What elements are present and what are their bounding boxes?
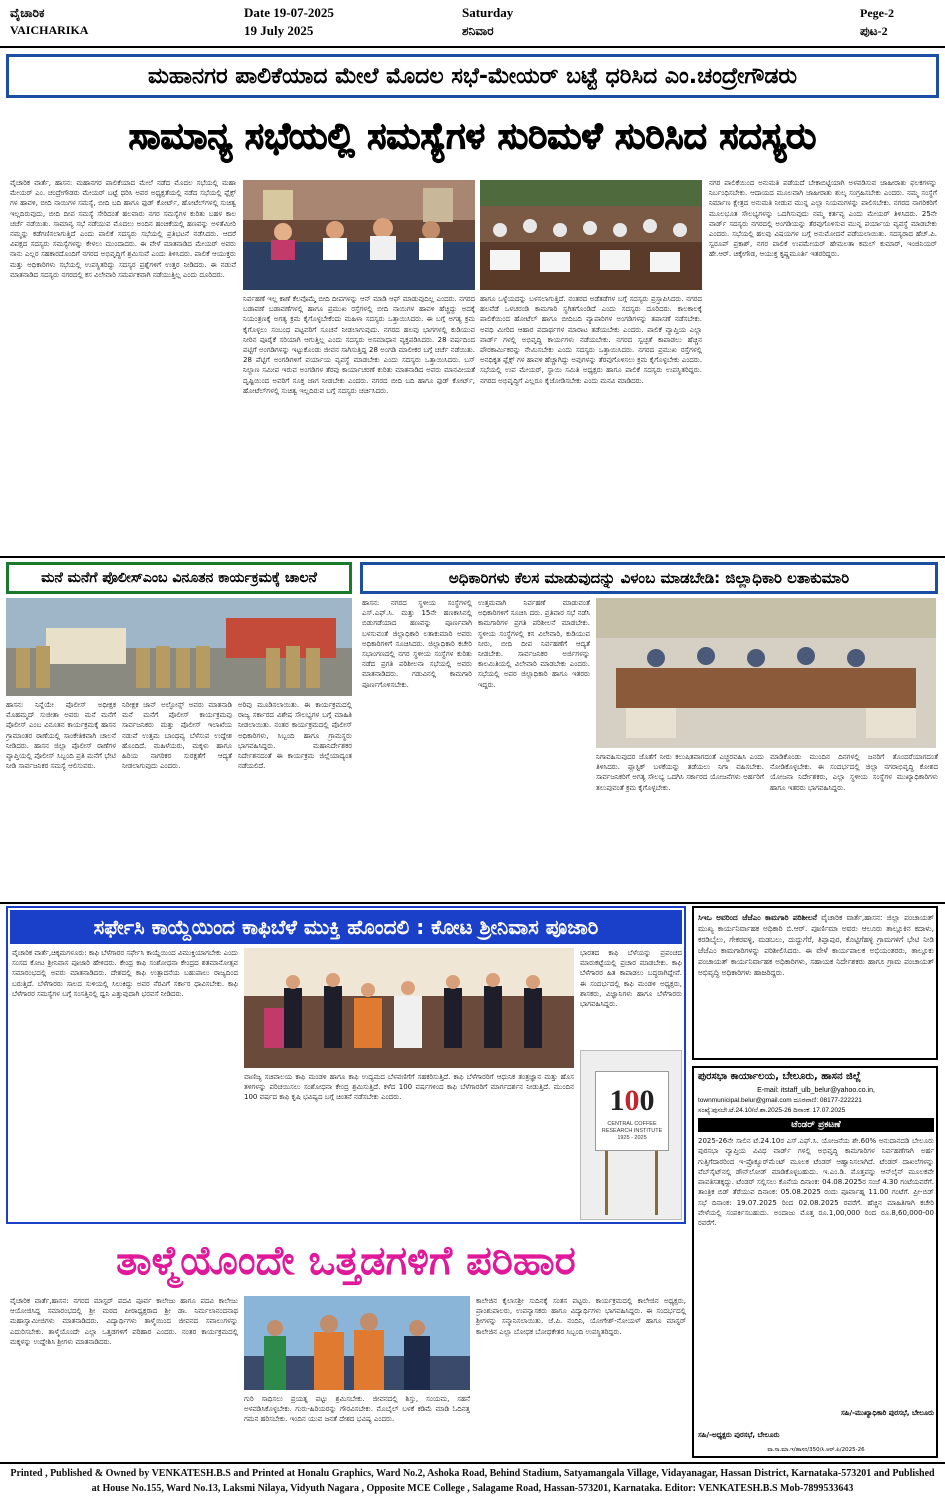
logo-years: 1925 - 2025 xyxy=(617,1135,647,1141)
footer-rule xyxy=(0,1462,945,1464)
paper-name-kn: ವೈಚಾರಿಕ xyxy=(10,6,45,20)
section-divider xyxy=(0,556,945,558)
patience-column-2: ಗುರಿ ಸಾಧಿಸಲು ಪ್ರಯತ್ನ ಪಟ್ಟು ಶ್ರಮಿಸಬೇಕು. ಜೀವನದಲ್ಲಿ ಶಿಸ್ತು, ಸಂಯಮ, ಸಹನೆ ಅಳವಡಿಸಿಕೊಳ್ಳಬೇಕು. ಗುರು-ಹಿರಿಯರನ್ನು ಗೌರವಿಸಬೇಕು. ಮೊಬೈಲ್ ಬಳಕೆ ಕಡಿಮೆ ಮಾಡಿ ಓದಿನತ್ತ ಗಮನ ಹರಿಸಬೇಕು. ಇಂದಿನ ಯುವ ಜನತೆ ದೇಶದ ಭವಿಷ್ಯ ಎಂದರು. xyxy=(244,1395,470,1424)
coffee-institute-logo xyxy=(580,1050,682,1220)
police-column-1: ಹಾಸನ: ನಿನ್ನೆಯೇ ಪೊಲೀಸ್ ಅಧೀಕ್ಷಕ ಮೊಹಮ್ಮದ್ ಸುಜೀತಾ ಅವರು ಮನೆ ಮನೆಗೆ ಪೊಲೀಸ್ ಎಂಬ ವಿನೂತನ ಕಾರ್ಯಕ್ರಮಕ್ಕೆ ಹಾಸನ ಗ್ರಾಮಾಂತರ ಠಾಣೆಯಲ್ಲಿ ಸಾಂಕೇತಿಕವಾಗಿ ಚಾಲನೆ ನೀಡಿದರು. ಹಾಸನ ಜಿಲ್ಲಾ ಪೊಲೀಸ್ ಠಾಣೆಗಳ ವ್ಯಾಪ್ತಿಯಲ್ಲಿ ಪೊಲೀಸ್ ಸಿಬ್ಬಂದಿ ಪ್ರತಿ ಮನೆಗೆ ಭೇಟಿ ನೀಡಿ ಸಾರ್ವಜನಿಕರ ಸಮಸ್ಯೆ ಆಲಿಸುವರು. xyxy=(6,701,116,771)
police-column-2: ನಿರೀಕ್ಷಕ ಜಾನ್ ಅಲ್ಫೋನ್ಸ್ ಅವರು ಮಾತನಾಡಿ ಮನೆ ಮನೆಗೆ ಪೊಲೀಸ್ ಕಾರ್ಯಕ್ರಮವು ಸಾರ್ವಜನಿಕರು ಮತ್ತು ಪೊಲೀಸ್ ಇಲಾಖೆಯ ನಡುವೆ ಉತ್ತಮ ಬಾಂಧವ್ಯ ಬೆಳೆಸುವ ಉದ್ದೇಶ ಹೊಂದಿದೆ. ಮಹಿಳೆಯರು, ಮಕ್ಕಳು ಹಾಗೂ ಹಿರಿಯ ನಾಗರಿಕರ ಸುರಕ್ಷತೆಗೆ ಆದ್ಯತೆ ನೀಡಲಾಗುವುದು ಎಂದರು. xyxy=(122,701,232,771)
tender-code: ವಾ.ಸಾ.ಮಾ.ಇ/ಹಾಸನ/350/ಸಿ.ಆರ್.ಪಿ/2025-26 xyxy=(767,1447,865,1453)
tender-signature-2: ಸಹಿ/-ಅಧ್ಯಕ್ಷರು ಪುರಸಭೆ, ಬೇಲೂರು xyxy=(698,1431,780,1439)
police-headline: ಮನೆ ಮನೆಗೆ ಪೊಲೀಸ್‌ಎಂಬ ವಿನೂತನ ಕಾರ್ಯಕ್ರಮಕ್ಕೆ ಚಾಲನೆ xyxy=(6,562,352,594)
dc-column-3: ನಿಗಾವಹಿಸುವುದರ ಜೊತೆಗೆ ನೀರು ಕಲುಷಿತವಾಗದಂತೆ ಎಚ್ಚರವಹಿಸಿ ಎಂದು ತಿಳಿಸಿದರು. ಪ್ಲಾಸ್ಟಿಕ್ ಬಳಕೆಯನ್ನು ತಡೆಯಲು ನಿಗಾ ವಹಿಸಬೇಕು. ಸಾರ್ವಜನಿಕರಿಗೆ ಅಗತ್ಯ ಸೌಲಭ್ಯ ಒದಗಿಸಿ ಸರ್ಕಾರದ ಯೋಜನೆಗಳು ಅರ್ಹರಿಗೆ ತಲುಪುವಂತೆ ಕ್ರಮ ಕೈಗೊಳ್ಳಬೇಕು. xyxy=(596,753,764,792)
lead-column-2: ನಿರ್ವಹಣೆ ಇಲ್ಲ ಕಾಣೆ ಕೆಲವೊಮ್ಮೆ ಬೀದಿ ದೀಪಗಳನ್ನು ಆನ್ ಮಾಡಿ ಆಫ್ ಮಾಡುವುದಿಲ್ಲ ಎಂದರು. ನಗರದ ಬಡಾವಣೆ ಬಡಾವಣೆಗಳಲ್ಲಿ ಹಾಗೂ ಪ್ರಮುಖ ರಸ್ತೆಗಳಲ್ಲಿ ಬೀದಿ ನಾಯಿಗಳ ಹಾವಳಿ ಹೆಚ್ಚಿದ್ದು ಅದಕ್ಕೆ ನಿಯಂತ್ರಣಕ್ಕೆ ಅಗತ್ಯ ಕ್ರಮ ಕೈಗೊಳ್ಳಬೇಕೆಂದು ಮಹಿಳಾ ಸದಸ್ಯರು ಒತ್ತಾಯಿಸಿದರು. ಈ ಬಗ್ಗೆ ಅಗತ್ಯ ಕ್ರಮ ಕೈಗೊಳ್ಳಲು ಸಂಬಂಧ ಪಟ್ಟವರಿಗೆ ಸೂಚನೆ ನೀಡಲಾಗುವುದು. ನಗರದ ಹಲವು ಭಾಗಗಳಲ್ಲಿ ಕುಡಿಯುವ ನೀರಿನ ಪೂರೈಕೆ ಸರಿಯಾಗಿ ಆಗುತ್ತಿಲ್ಲ ಎಂದು ಸದಸ್ಯರು ಅಸಮಾಧಾನ ವ್ಯಕ್ತಪಡಿಸಿದರು. 28 ವರ್ಷದಿಂದ ಪಟ್ಟಿಗೆ ಅಂಗಡಿಗಳನ್ನು ಇಟ್ಟುಕೊಂಡು ಜೀವನ ಸಾಗಿಸುತ್ತಿದ್ದ 28 ಅಂಗಡಿ ಮಾಲೀಕರ ಬಗ್ಗೆ ಚರ್ಚೆ ನಡೆಯಿತು. 28 ಪೆಟ್ಟಿಗೆ ಅಂಗಡಿಗಳಿಗೆ ಪರ್ಯಾಯ ವ್ಯವಸ್ಥೆ ಮಾಡಬೇಕು ಎಂದು ಸದಸ್ಯರು ಒತ್ತಾಯಿಸಿದರು. ಬಸ್ ನಿಲ್ದಾಣ ಸಮೀಪ ಇರುವ ಅಂಗಡಿಗಳ ತೆರವು ಕಾರ್ಯಾಚರಣೆ ಕುರಿತು ಮಾತನಾಡಿದ ಅವರು ಮಾನವೀಯತೆ ದೃಷ್ಟಿಯಿಂದ ಅವರಿಗೆ ಸೂಕ್ತ ಜಾಗ ನೀಡಬೇಕು ಎಂದರು. ನಗರದ ಬೀದಿ ಬದಿ ಹಾಗೂ ಫುಡ್ ಕೋರ್ಟ್, ಹೋಟೆಲ್‌ಗಳಲ್ಲಿ ಸುಚಿತ್ವ ಇಲ್ಲದಿರುವ ಬಗ್ಗೆ ಸದಸ್ಯರು ಚರ್ಚಿಸಿದರು. xyxy=(243,295,475,395)
tender-reference: ಸಂಖ್ಯೆ:ಪುಸಬೇ.ಟೆ.24.10/ಲೆ.ಶಾ.2025-26 ದಿನಾಂಕ: 17.07.2025 xyxy=(698,1107,846,1114)
date-line-2: 19 July 2025 xyxy=(244,23,314,38)
police-photo xyxy=(6,598,352,696)
jjm-title: ಸಿಇಒ ಅವರಿಂದ ಜೆಜೆಎಂ ಕಾಮಗಾರಿ ಪರಿಶೀಲನೆ xyxy=(698,913,817,922)
lead-column-4: ನಗರ ಪಾಲಿಕೆಯಿಂದ ಅನುಮತಿ ಪಡೆಯದೆ ಬೇಕಾಬಿಟ್ಟಿಯಾಗಿ ಅಳವಡಿಸುವ ಜಾಹೀರಾತು ಫಲಕಗಳನ್ನು ನಿರ್ಬಂಧಿಸಬೇಕು. ಆದಾಯದ ಮೂಲವಾಗಿ ಜಾಹೀರಾತು ಶುಲ್ಕ ಸಂಗ್ರಹಿಸಬೇಕು ಎಂದರು. ನಮ್ಮ ಸಂಸ್ಥೆಗೆ ನಿರ್ಮಾಣ ಕ್ಷೇತ್ರದ ಅನುಮತಿ ನೀಡುವ ಮುನ್ನ ಎಲ್ಲಾ ನಿಯಮಗಳನ್ನು ಪಾಲಿಸಬೇಕು. ನಗರದ ನಾಗರಿಕರಿಗೆ ಮೂಲಭೂತ ಸೌಲಭ್ಯಗಳನ್ನು ಒದಗಿಸುವುದು ನಮ್ಮ ಕರ್ತವ್ಯ ಎಂದು ಮೇಯರ್ ತಿಳಿಸಿದರು. 25ನೇ ವಾರ್ಡ್ ಸದಸ್ಯರು ನಗರದಲ್ಲಿ ಅಂಗಡಿಯನ್ನು ತೆರವುಗೊಳಿಸುವ ಮುನ್ನ ಪರ್ಯಾಯ ವ್ಯವಸ್ಥೆ ಮಾಡಬೇಕು ಎಂದರು. ಸಭೆಯಲ್ಲಿ ಹಲವು ವಿಷಯಗಳ ಬಗ್ಗೆ ಅನುಮೋದನೆ ಪಡೆಯಲಾಯಿತು. ಸದಸ್ಯರಾದ ಹೆಚ್.ಪಿ. ಸ್ವರೂಪ್ ಪ್ರಕಾಶ್, ನಗರ ಪಾಲಿಕೆ ಉಪಮೇಯರ್ ಹೇಮಲತಾ ಕಮಲ್ ಕುಮಾರ್, ಇಂಜಿನಿಯರ್ ಹೇ.ಆರ್. ಚಿಕ್ಕೇಗೌಡ, ಆಯುಕ್ತ ಕೃಷ್ಣಮೂರ್ತಿ ಇತರರಿದ್ದರು. xyxy=(709,179,937,259)
page-number-kn: ಪುಟ-2 xyxy=(860,24,888,38)
page-number: Pege-2 xyxy=(860,6,894,20)
masthead xyxy=(0,0,945,48)
council-meeting-photo-1 xyxy=(243,180,475,290)
logo-line-1: CENTRAL COFFEE xyxy=(607,1121,657,1127)
coffee-column-1: ವೈಚಾರಿಕ ವಾರ್ತೆ,ಚಿಕ್ಕಮಗಳೂರು: ಕಾಫಿ ಬೆಳೆಗಾರರ ಸರ್ಫೇಸಿ ಕಾಯ್ದೆಯಿಂದ ವಿಮುಕ್ತಿಯಾಗಬೇಕು ಎಂದು ಸಂಸದ ಕೋಟ ಶ್ರೀನಿವಾಸ ಪೂಜಾರಿ ಹೇಳಿದರು. ಕೇಂದ್ರ ಕಾಫಿ ಸಂಶೋಧನಾ ಕೇಂದ್ರದ ಶತಮಾನೋತ್ಸವ ಸಮಾರಂಭದಲ್ಲಿ ಅವರು ಮಾತನಾಡಿದರು. ದೇಶದಲ್ಲಿ ಕಾಫಿ ಉತ್ಪಾದನೆಯ ಬಹುಪಾಲು ರಾಜ್ಯದಿಂದ ಬರುತ್ತಿದೆ. ಬೆಳೆಗಾರರು ಸಾಲದ ಸುಳಿಯಲ್ಲಿ ಸಿಲುಕಿದ್ದು ಅವರ ನೆರವಿಗೆ ಸರ್ಕಾರ ಧಾವಿಸಬೇಕು. ಕಾಫಿ ಬೆಳೆಗಾರರ ಸಮಸ್ಯೆಗಳ ಬಗ್ಗೆ ಸಂಸತ್ತಿನಲ್ಲಿ ಧ್ವನಿ ಎತ್ತುವುದಾಗಿ ಭರವಸೆ ನೀಡಿದರು. xyxy=(12,949,238,998)
tender-title: ಟೆಂಡರ್ ಪ್ರಕಟಣೆ xyxy=(698,1118,934,1132)
tender-body: 2025-26ನೇ ಸಾಲಿನ ಟೆ.24.10ರ ಎಸ್.ಎಫ್.ಸಿ. ಯೋಜನೆಯ ಶೇ.60% ಅನುದಾನದಡಿ ಬೇಲೂರು ಪುರಸಭಾ ವ್ಯಾಪ್ತಿಯ ವಿವಿಧ ವಾರ್ಡ್ ಗಳಲ್ಲಿ ಅಭಿವೃದ್ಧಿ ಕಾಮಗಾರಿಗಳ ನಿರ್ವಹಣೆಗಾಗಿ ಅರ್ಹ ಗುತ್ತಿಗೆದಾರರಿಂದ ಇ-ಪ್ರೊಕ್ಯೂರ್‌ಮೆಂಟ್ ಮೂಲಕ ಟೆಂಡರ್ ಆಹ್ವಾನಿಸಲಾಗಿದೆ. ಟೆಂಡರ್ ದಾಖಲೆಗಳನ್ನು ವೆಬ್‌ಸೈಟ್‌ನಲ್ಲಿ ಡೌನ್‌ಲೋಡ್ ಮಾಡಿಕೊಳ್ಳಬಹುದು. ಇ.ಎಂ.ಡಿ. ಮೊತ್ತವನ್ನು ಆನ್‌ಲೈನ್ ಮೂಲಕವೇ ಪಾವತಿಸತಕ್ಕದ್ದು. ಟೆಂಡರ್ ಸಲ್ಲಿಸಲು ಕೊನೆಯ ದಿನಾಂಕ: 04.08.2025ರ ಸಂಜೆ 4.30 ಗಂಟೆಯವರೆಗೆ. ತಾಂತ್ರಿಕ ಬಿಡ್ ತೆರೆಯುವ ದಿನಾಂಕ: 05.08.2025 ರಂದು ಪೂರ್ವಾಹ್ನ 11.00 ಗಂಟೆಗೆ. ಪ್ರೀ-ಬಿಡ್ ಸಭೆ ದಿನಾಂಕ: 19.07.2025 ರಿಂದ 02.08.2025 ರವರೆಗೆ. ಹೆಚ್ಚಿನ ಮಾಹಿತಿಗಾಗಿ ಕಚೇರಿ ವೇಳೆಯಲ್ಲಿ ಸಂಪರ್ಕಿಸಬಹುದು. ಅಂದಾಜು ಮೊತ್ತ ರೂ.1,00,000 ರಿಂದ ರೂ.8,60,000-00 ರವರೆಗೆ. xyxy=(698,1137,934,1228)
lead-kicker: ಮಹಾನಗರ ಪಾಲಿಕೆಯಾದ ಮೇಲೆ ಮೊದಲ ಸಭೆ-ಮೇಯರ್ ಬಟ್ಟೆ ಧರಿಸಿದ ಎಂ.ಚಂದ್ರೇಗೌಡರು xyxy=(6,54,939,98)
patience-column-3: ಕಾಲೇಜಿನ ಕೈಲಾಸಶ್ರೀ ಸುದಿನಕ್ಕೆ ಸಂತಸ ಪಟ್ಟರು. ಕಾರ್ಯಕ್ರಮದಲ್ಲಿ ಕಾಲೇಜಿನ ಅಧ್ಯಕ್ಷರು, ಪ್ರಾಂಶುಪಾಲರು, ಉಪನ್ಯಾಸಕರು ಹಾಗೂ ವಿದ್ಯಾರ್ಥಿಗಳು ಭಾಗವಹಿಸಿದ್ದರು. ಈ ಸಂದರ್ಭದಲ್ಲಿ ಶ್ರೀಗಳನ್ನು ಸನ್ಮಾನಿಸಲಾಯಿತು. ಜೆ.ಪಿ. ನಂದಿನಿ, ಯೋಗೇಶ್-ನೋಯಳ್ ಹಾಗೂ ಮಾಸ್ಟರ್ ಕಾಲೇಜಿನ ಎಲ್ಲಾ ಬೋಧಕ ಬೋಧಕೇತರ ಸಿಬ್ಬಂದಿ ಉಪಸ್ಥಿತರಿದ್ದರು. xyxy=(476,1297,686,1336)
lead-column-3: ಹಾಗೂ ಒಳ್ಳೆಯದನ್ನು ಬಳಸಲಾಗುತ್ತಿದೆ. ನಂತರದ ಅಡೆತಡೆಗಳ ಬಗ್ಗೆ ಸದಸ್ಯರು ಪ್ರಸ್ತಾಪಿಸಿದರು. ನಗರದ ಹಲವೆಡೆ ಒಳಚರಂಡಿ ಕಾಮಗಾರಿ ಸ್ಥಗಿತಗೊಂಡಿದೆ ಎಂದು ಸದಸ್ಯರು ದೂರಿದರು. ಕಾಲಕಾಲಕ್ಕೆ ಪಾಲಿಕೆಯಿಂದ ಹೋಟೆಲ್ ಹಾಗೂ ಬೀದಿಬದಿ ವ್ಯಾಪಾರಿಗಳ ಅಂಗಡಿಗಳನ್ನು ತಪಾಸಣೆ ನಡೆಸಬೇಕು. ಅವಧಿ ಮೀರಿದ ಆಹಾರ ಪದಾರ್ಥಗಳ ಮಾರಾಟ ತಡೆಯಬೇಕು ಎಂದರು. ಪಾಲಿಕೆ ವ್ಯಾಪ್ತಿಯ ಎಲ್ಲಾ ವಾರ್ಡ್ ಗಳಲ್ಲಿ ಅಭಿವೃದ್ಧಿ ಕಾರ್ಯಗಳು ನಡೆಯಬೇಕು. ನಗರದ ಸ್ವಚ್ಛತೆ ಕಾಪಾಡಲು ಹೆಚ್ಚಿನ ಪೌರಕಾರ್ಮಿಕರನ್ನು ನೇಮಿಸಬೇಕು ಎಂದು ಸದಸ್ಯರು ಒತ್ತಾಯಿಸಿದರು. ನಗರದ ಪ್ರಮುಖ ರಸ್ತೆಗಳಲ್ಲಿ ಅನಧಿಕೃತ ಫ್ಲೆಕ್ಸ್ ಗಳ ಹಾವಳಿ ಹೆಚ್ಚಾಗಿದ್ದು ಅವುಗಳನ್ನು ತೆರವುಗೊಳಿಸಲು ಕ್ರಮ ಕೈಗೊಳ್ಳಬೇಕು ಎಂದರು. ಸಭೆಯಲ್ಲಿ ಉಪ ಮೇಯರ್, ಸ್ಥಾಯಿ ಸಮಿತಿ ಅಧ್ಯಕ್ಷರು ಹಾಗೂ ಪಾಲಿಕೆ ಸದಸ್ಯರು ಉಪಸ್ಥಿತರಿದ್ದರು. ನಗರದ ಅಭಿವೃದ್ಧಿಗೆ ಎಲ್ಲರೂ ಕೈಜೋಡಿಸಬೇಕು ಎಂದು ಮನವಿ ಮಾಡಿದರು. xyxy=(480,295,702,385)
patience-headline: ತಾಳ್ಮೆಯೊಂದೇ ಒತ್ತಡಗಳಿಗೆ ಪರಿಹಾರ xyxy=(116,1238,576,1284)
patience-event-photo xyxy=(244,1296,470,1390)
section-divider-2 xyxy=(0,902,945,904)
weekday-kn: ಶನಿವಾರ xyxy=(462,24,494,38)
lead-headline: ಸಾಮಾನ್ಯ ಸಭೆಯಲ್ಲಿ ಸಮಸ್ಯೆಗಳ ಸುರಿಮಳೆ ಸುರಿಸಿದ ಸದಸ್ಯರು xyxy=(128,116,817,157)
weekday: Saturday xyxy=(462,5,514,20)
logo-digit-2: 0 xyxy=(624,1084,640,1117)
coffee-column-3: ಭಾರತದ ಕಾಫಿ ಬೆಳೆಯನ್ನು ಪ್ರಪಂಚದ ಮಾರುಕಟ್ಟೆಯಲ್ಲಿ ಪ್ರಚಾರ ಮಾಡಬೇಕು. ಕಾಫಿ ಬೆಳೆಗಾರರ ಹಿತ ಕಾಪಾಡಲು ಬದ್ಧರಾಗಿದ್ದೇವೆ. ಈ ಸಂದರ್ಭದಲ್ಲಿ ಕಾಫಿ ಮಂಡಳಿ ಅಧ್ಯಕ್ಷರು, ಶಾಸಕರು, ವಿಜ್ಞಾನಿಗಳು ಹಾಗೂ ಬೆಳೆಗಾರರು ಭಾಗವಹಿಸಿದ್ದರು. xyxy=(580,949,682,1009)
tender-office: ಪುರಸಭಾ ಕಾರ್ಯಾಲಯ, ಬೇಲೂರು, ಹಾಸನ ಜಿಲ್ಲೆ xyxy=(698,1071,861,1082)
jjm-body: ವೈಚಾರಿಕ ವಾರ್ತೆ,ಹಾಸನ: ಜಿಲ್ಲಾ ಪಂಚಾಯತ್ ಮುಖ್ಯ ಕಾರ್ಯನಿರ್ವಾಹಕ ಅಧಿಕಾರಿ ಬಿ.ಆರ್. ಪೂರ್ಣಿಮಾ ಅವರು ಆಲೂರು ತಾಲ್ಲೂಕಿನ ಕದಾಳು, ಕರಡಿಬೈಲು, ಗೇಕರವಳ್ಳಿ, ಮಡಬಲು, ದುದ್ದುಗೆರೆ, ತಿಪ್ಪಾಪುರ, ಕೊಟ್ಟಿಗೆಹಳ್ಳಿ ಗ್ರಾಮಗಳಿಗೆ ಭೇಟಿ ನೀಡಿ ಜೆಜೆಎಂ ಕಾಮಗಾರಿಗಳನ್ನು ಪರಿಶೀಲಿಸಿದರು. ಈ ವೇಳೆ ಕಾರ್ಯಪಾಲಕ ಅಭಿಯಂತರರು, ತಾಲ್ಲೂಕು ಪಂಚಾಯತ್ ಕಾರ್ಯನಿರ್ವಾಹಕ ಅಧಿಕಾರಿಗಳು, ಸಹಾಯಕ ನಿರ್ದೇಶಕರು ಹಾಗೂ ಗ್ರಾಮ ಪಂಚಾಯತ್ ಅಭಿವೃದ್ಧಿ ಅಧಿಕಾರಿಗಳು ಹಾಜರಿದ್ದರು. xyxy=(698,913,934,977)
police-column-3: ಅರಿವು ಮೂಡಿಸಲಾಯಿತು. ಈ ಕಾರ್ಯಕ್ರಮದಲ್ಲಿ ರಾಜ್ಯ ಸರ್ಕಾರದ ವಿಶೇಷ ಸೌಲಭ್ಯಗಳ ಬಗ್ಗೆ ಮಾಹಿತಿ ನೀಡಲಾಯಿತು. ನಂತರ ಕಾರ್ಯಕ್ರಮದಲ್ಲಿ ಪೊಲೀಸ್ ಅಧಿಕಾರಿಗಳು, ಸಿಬ್ಬಂದಿ ಹಾಗೂ ಗ್ರಾಮಸ್ಥರು ಭಾಗವಹಿಸಿದ್ದರು. ಮಹಾನಿರ್ದೇಶಕರ ನಿರ್ದೇಶನದಂತೆ ಈ ಕಾರ್ಯಕ್ರಮ ಜಿಲ್ಲೆಯಾದ್ಯಂತ ನಡೆಯಲಿದೆ. xyxy=(238,701,352,771)
imprint-line-1: Printed , Published & Owned by VENKATESH.B.S and Printed at Honalu Graphics, Ward No.2, Ashoka Road, Behind Stadium, Satyamangala Village, Vidayanagar, Hassan District, Karnataka-573201 and Published xyxy=(10,1468,935,1479)
coffee-event-photo xyxy=(244,948,574,1068)
date-line: Date 19-07-2025 xyxy=(244,5,334,20)
logo-digit-3: 0 xyxy=(639,1084,655,1117)
paper-name-en: VAICHARIKA xyxy=(10,23,89,37)
imprint-line-2: at House No.155, Ward No.13, Laksmi Nilaya, Vidyuth Nagara , Opposite MCE College , Salagame Road, Hassan-573201, Karnataka. Editor: VENKATESH.B.S Mob-7899533643 xyxy=(91,1483,854,1494)
jjm-box xyxy=(692,906,938,1060)
patience-column-1: ವೈಚಾರಿಕ ವಾರ್ತೆ,ಹಾಸನ: ನಗರದ ಮಾಸ್ಟರ್ ಪದವಿ ಪೂರ್ವ ಕಾಲೇಜು ಹಾಗೂ ಪದವಿ ಕಾಲೇಜು ಆಯೋಜಿಸಿದ್ದ ಸಮಾರಂಭದಲ್ಲಿ ಶ್ರೀ ಮಠದ ಪೀಠಾಧ್ಯಕ್ಷರಾದ ಶ್ರೀ ಡಾ. ನಿರ್ಮಲಾನಂದನಾಥ ಮಹಾಸ್ವಾಮೀಜಿಗಳು ಮಾತನಾಡಿದರು. ವಿದ್ಯಾರ್ಥಿಗಳು ತಾಳ್ಮೆಯಿಂದ ಜೀವನದ ಸವಾಲುಗಳನ್ನು ಎದುರಿಸಬೇಕು. ತಾಳ್ಮೆಯೊಂದೇ ಎಲ್ಲಾ ಒತ್ತಡಗಳಿಗೆ ಪರಿಹಾರ ಎಂದರು. ನಂತರ ಕಾರ್ಯಕ್ರಮದಲ್ಲಿ ಮಕ್ಕಳನ್ನು ಉದ್ದೇಶಿಸಿ ಶ್ರೀಗಳು ಮಾತನಾಡಿದರು. xyxy=(10,1297,238,1346)
dc-headline: ಅಧಿಕಾರಿಗಳು ಕೆಲಸ ಮಾಡುವುದನ್ನು ವಿಳಂಬ ಮಾಡಬೇಡಿ: ಜಿಲ್ಲಾಧಿಕಾರಿ ಲತಾಕುಮಾರಿ xyxy=(360,562,938,594)
lead-column-1: ವೈಚಾರಿಕ ವಾರ್ತೆ, ಹಾಸನ: ಮಹಾನಗರ ಪಾಲಿಕೆಯಾದ ಮೇಲೆ ನಡೆದ ಮೊದಲ ಸಭೆಯಲ್ಲಿ ಮಹಾ ಮೇಯರ್ ಎಂ. ಚಂದ್ರೇಗೌಡರು ಮೇಯರ್ ಬಟ್ಟೆ ಧರಿಸಿ ಅವರ ಅಧ್ಯಕ್ಷತೆಯಲ್ಲಿ ನಡೆದ ಸಭೆಯಲ್ಲಿ ಫ್ಲೆಕ್ಸ್ ಗಳ ಹಾವಳಿ, ಬೀದಿ ನಾಯಿಗಳ ಸಮಸ್ಯೆ, ಬೀದಿ ಬದಿ ಹಾಗೂ ಫುಡ್ ಕೋರ್ಟ್, ಹೋಟೆಲ್‌ಗಳಲ್ಲಿ ಸುಚಿತ್ವ ಇಲ್ಲದಿರುವುದು, ಬೀದಿ ದೀಪ ಸಮಸ್ಯೆ ಸೇರಿದಂತೆ ಹಲವಾರು ನಗರ ಸಮಸ್ಯೆಗಳ ಕುರಿತು ಬಹಳ ಕಾಲ ಚರ್ಚೆ ನಡೆಯಿತು. ಸಾಮಾನ್ಯ ಸಭೆ ನಡೆಯುವ ಮೊದಲು ಅಂದಿನ ಹಂಚಿಕೆಯಲ್ಲಿ ಹಣವನ್ನು ಅಳತೆಮೀರಿ ನಮ್ಮನ್ನು ಕಡೆಗಣಿಸಲಾಗುತ್ತಿದೆ ಎಂದು ಪಾಲಿಕೆ ಸದಸ್ಯರು ಸಭೆಯಲ್ಲಿ ಪ್ರತಿಭಟನೆ ನಡೆಸಿದರು. ಆದರೆ ವಿಪಕ್ಷದ ಸದಸ್ಯರು ಸಮಸ್ಯೆಗಳನ್ನು ಕೇಳಲು ಮುಂದಾದರು. ಈ ವೇಳೆ ಮಾತನಾಡಿದ ಮೇಯರ್ ಅವರು ನಾನು ಎಲ್ಲರ ಸಹಕಾರದೊಂದಿಗೆ ನಗರದ ಅಭಿವೃದ್ಧಿಗೆ ಶ್ರಮಿಸುವೆ ಎಂದು ತಿಳಿಸಿದರು. ಪಾಲಿಕೆ ಆಯುಕ್ತರು ಮತ್ತು ಅಧಿಕಾರಿಗಳು ಸಭೆಯಲ್ಲಿ ಉಪಸ್ಥಿತರಿದ್ದು ಸದಸ್ಯರ ಪ್ರಶ್ನೆಗಳಿಗೆ ಉತ್ತರ ನೀಡಿದರು. ಈ ನಡುವೆ ಮಾತನಾಡಿದ ಸದಸ್ಯರು ನಗರದಲ್ಲಿ ಕಸ ವಿಲೇವಾರಿ ಸಮರ್ಪಕವಾಗಿ ನಡೆಯುತ್ತಿಲ್ಲ ಎಂದು ದೂರಿದರು. xyxy=(10,179,236,279)
dc-column-2: ಉತ್ತಮವಾಗಿ ನಿರ್ವಹಣೆ ಮಾಡುವಂತೆ ಅಧಿಕಾರಿಗಳಿಗೆ ಸೂಚಿಸಿ ದರು. ಪ್ರತಿವಾರ ಸಭೆ ನಡೆಸಿ ಕಾಮಗಾರಿಗಳ ಪ್ರಗತಿ ಪರಿಶೀಲನೆ ಮಾಡಬೇಕು. ಸ್ಥಳೀಯ ಸಂಸ್ಥೆಗಳಲ್ಲಿ ಕಸ ವಿಲೇವಾರಿ, ಕುಡಿಯುವ ನೀರು, ಬೀದಿ ದೀಪ ನಿರ್ವಹಣೆಗೆ ಆದ್ಯತೆ ನೀಡಬೇಕು. ಸಾರ್ವಜನಿಕರ ಅರ್ಜಿಗಳನ್ನು ಕಾಲಮಿತಿಯಲ್ಲಿ ವಿಲೇವಾರಿ ಮಾಡಬೇಕು ಎಂದರು. ಸಭೆಯಲ್ಲಿ ಅಪರ ಜಿಲ್ಲಾಧಿಕಾರಿ ಹಾಗೂ ಇತರರು ಇದ್ದರು. xyxy=(478,599,590,689)
logo-digit-1: 1 xyxy=(609,1084,625,1117)
council-meeting-photo-2 xyxy=(480,180,702,290)
tender-notice xyxy=(692,1066,938,1458)
coffee-column-2: ವಾಣಿಜ್ಯ ಸಚಿವಾಲಯ ಕಾಫಿ ಮಂಡಳಿ ಹಾಗೂ ಕಾಫಿ ಉದ್ಯಮದ ಬೆಳವಣಿಗೆಗೆ ಸಹಕರಿಸುತ್ತಿದೆ. ಕಾಫಿ ಬೆಳೆಗಾರರಿಗೆ ಆಧುನಿಕ ತಂತ್ರಜ್ಞಾನ ಮತ್ತು ಹೊಸ ತಳಿಗಳನ್ನು ಪರಿಚಯಿಸಲು ಸಂಶೋಧನಾ ಕೇಂದ್ರ ಶ್ರಮಿಸುತ್ತಿದೆ. ಕಳೆದ 100 ವರ್ಷಗಳಿಂದ ಕಾಫಿ ಬೆಳೆಗಾರರಿಗೆ ಮಾರ್ಗದರ್ಶನ ನೀಡುತ್ತಿದೆ. ಮುಂದಿನ 100 ವರ್ಷದ ಕಾಫಿ ಕೃಷಿ ಭವಿಷ್ಯದ ಬಗ್ಗೆ ಚಿಂತನೆ ನಡೆಸಬೇಕು ಎಂದರು. xyxy=(244,1073,574,1102)
coffee-headline: ಸರ್ಫೇಸಿ ಕಾಯ್ದೆಯಿಂದ ಕಾಫಿಬೆಳೆ ಮುಕ್ತಿ ಹೊಂದಲಿ : ಕೋಟ ಶ್ರೀನಿವಾಸ ಪೂಜಾರಿ xyxy=(10,910,682,944)
dc-column-1: ಹಾಸನ: ನಗರದ ಸ್ಥಳೀಯ ಸಂಸ್ಥೆಗಳಲ್ಲಿ ಎಸ್.ಎಫ್.ಸಿ. ಮತ್ತು 15ನೇ ಹಣಕಾಸಿನಲ್ಲಿ ಬಿಡುಗಡೆಯಾದ ಹಣವನ್ನು ಪೂರ್ಣವಾಗಿ ಬಳಸುವಂತೆ ಜಿಲ್ಲಾಧಿಕಾರಿ ಲತಾಕುಮಾರಿ ಅವರು ಅಧಿಕಾರಿಗಳಿಗೆ ಸೂಚಿಸಿದರು. ಜಿಲ್ಲಾಧಿಕಾರಿ ಕಚೇರಿ ಸಭಾಂಗಣದಲ್ಲಿ ನಗರ ಸ್ಥಳೀಯ ಸಂಸ್ಥೆಗಳ ಕುರಿತು ನಡೆದ ಪ್ರಗತಿ ಪರಿಶೀಲನಾ ಸಭೆಯಲ್ಲಿ ಅವರು ಮಾತನಾಡಿದರು. ಗಡುವಿನಲ್ಲಿ ಕಾಮಗಾರಿ ಪೂರ್ಣಗೊಳಿಸಬೇಕು. xyxy=(362,599,472,689)
dc-column-4: ಮಾಡಿಕೊಂಡು ಮುಂದಿನ ದಿನಗಳಲ್ಲಿ ಜನರಿಗೆ ತೊಂದರೆಯಾಗದಂತೆ ನೋಡಿಕೊಳ್ಳಬೇಕು. ಈ ಸಂದರ್ಭದಲ್ಲಿ ಜಿಲ್ಲಾ ನಗರಾಭಿವೃದ್ಧಿ ಕೋಶದ ಯೋಜನಾ ನಿರ್ದೇಶಕರು, ಎಲ್ಲಾ ಸ್ಥಳೀಯ ಸಂಸ್ಥೆಗಳ ಮುಖ್ಯಾಧಿಕಾರಿಗಳು ಹಾಗೂ ಇತರರು ಭಾಗವಹಿಸಿದ್ದರು. xyxy=(770,753,938,792)
tender-website: townmunicipal.belur@gmail.com ದೂರವಾಣಿ: 08177-222221 xyxy=(698,1097,862,1104)
tender-email: E-mail: itstaff_ulb_belur@yahoo.co.in, xyxy=(757,1087,875,1094)
tender-signature: ಸಹಿ/-ಮುಖ್ಯಾಧಿಕಾರಿ ಪುರಸಭೆ, ಬೇಲೂರು xyxy=(841,1409,934,1417)
logo-line-2: RESEARCH INSTITUTE xyxy=(601,1128,663,1134)
dc-meeting-photo xyxy=(596,598,936,748)
imprint xyxy=(4,1466,941,1502)
